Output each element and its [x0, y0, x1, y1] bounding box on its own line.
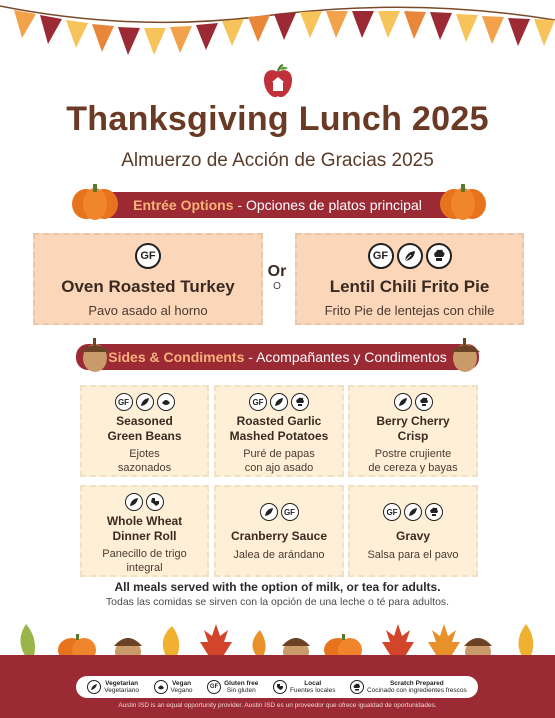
gluten-free-icon: GF — [207, 680, 221, 694]
entree-section-banner: Entrée Options - Opciones de platos principal — [76, 192, 479, 218]
legend-item-gluten-free — [207, 680, 258, 694]
legend-item-local — [273, 680, 336, 694]
milk-note-es: Todas las comidas se sirven con la opción de una leche o té para adultos. — [105, 596, 450, 608]
sides-section-banner: Sides & Condiments - Acompañantes y Condimentos — [76, 344, 479, 370]
apple-logo — [262, 64, 294, 100]
side-card-dinner-roll — [80, 485, 209, 577]
gluten-free-icon: GF — [281, 503, 299, 521]
local-texas-icon — [273, 680, 287, 694]
side-icons — [350, 503, 476, 521]
side-name: Roasted Garlic — [236, 414, 322, 428]
side-name-es: Jalea de arándano — [233, 549, 325, 561]
gluten-free-icon: GF — [368, 243, 394, 269]
entree-icons — [297, 243, 522, 269]
entree-name-es: Pavo asado al horno — [88, 303, 208, 318]
scratch-prepared-icon — [291, 393, 309, 411]
scratch-prepared-icon — [425, 503, 443, 521]
vegetarian-icon — [260, 503, 278, 521]
legend-label: Gluten free — [224, 680, 259, 687]
acorn-left-icon — [76, 334, 114, 374]
acorn-right-icon — [446, 334, 484, 374]
gluten-free-icon: GF — [115, 393, 133, 411]
entree-card-frito-pie — [295, 233, 524, 325]
legend-label: Vegan — [171, 680, 192, 687]
side-name-es-line2: con ajo asado — [244, 462, 314, 474]
legend-label-es: Vegano — [170, 687, 193, 694]
scratch-prepared-icon — [415, 393, 433, 411]
side-name: Cranberry Sauce — [230, 529, 328, 543]
side-icons — [216, 503, 342, 521]
side-card-cranberry-sauce — [214, 485, 344, 577]
vegetarian-icon — [270, 393, 288, 411]
side-name-es: Ejotes — [129, 448, 160, 460]
maple-leaf-icon — [200, 624, 232, 658]
gluten-free-icon: GF — [135, 243, 161, 269]
scratch-prepared-icon — [426, 243, 452, 269]
sides-label-en: Sides & Condiments — [108, 349, 245, 365]
vegetarian-icon — [125, 493, 143, 511]
legend-label: Local — [304, 680, 322, 687]
leaf-icon — [252, 630, 265, 658]
or-label-es: O — [273, 281, 281, 292]
legend-item-vegan — [154, 680, 193, 694]
side-name: Gravy — [395, 529, 431, 543]
side-name-es: Puré de papas — [243, 448, 315, 460]
sides-label-es: Acompañantes y Condimentos — [256, 349, 447, 365]
entree-name-es: Frito Pie de lentejas con chile — [324, 303, 495, 318]
side-name-es-line2: sazonados — [117, 462, 172, 474]
side-name-es: Postre crujiente — [374, 448, 452, 460]
vegetarian-icon — [136, 393, 154, 411]
vegan-icon — [154, 680, 168, 694]
side-name: Seasoned — [116, 414, 173, 428]
side-icons — [216, 393, 342, 411]
scratch-prepared-icon — [350, 680, 364, 694]
side-icons — [82, 493, 207, 511]
vegetarian-icon — [397, 243, 423, 269]
or-divider — [259, 263, 295, 292]
side-name-line2: Green Beans — [107, 429, 182, 443]
gluten-free-icon: GF — [249, 393, 267, 411]
legend-label-es: Sin gluten — [226, 687, 256, 694]
bunting-banner — [0, 0, 555, 62]
entree-icons — [35, 243, 261, 269]
legend-label-es: Cocinado con ingredientes frescos — [367, 687, 467, 694]
side-name-es-line2: integral — [126, 562, 163, 574]
maple-leaf-icon — [428, 624, 460, 658]
legend-item-scratch-prepared — [350, 680, 467, 694]
side-name-line2: Mashed Potatoes — [229, 429, 329, 443]
side-name-es: Salsa para el pavo — [367, 549, 459, 561]
side-card-berry-crisp — [348, 385, 478, 477]
legend-item-vegetarian — [87, 680, 139, 694]
page-subtitle: Almuerzo de Acción de Gracias 2025 — [121, 150, 434, 171]
side-card-green-beans — [80, 385, 209, 477]
side-card-mashed-potatoes — [214, 385, 344, 477]
side-name: Berry Cherry — [376, 414, 450, 428]
side-icons — [82, 393, 207, 411]
vegetarian-icon — [394, 393, 412, 411]
or-label: Or — [267, 263, 287, 280]
pumpkin-left-icon — [68, 180, 122, 222]
entree-name: Lentil Chili Frito Pie — [329, 277, 490, 296]
entree-name: Oven Roasted Turkey — [61, 277, 235, 296]
pumpkin-right-icon — [436, 180, 490, 222]
vegetarian-icon — [87, 680, 101, 694]
vegetarian-icon — [404, 503, 422, 521]
equal-opportunity-statement: Austin ISD is an equal opportunity provider. Austin ISD es un proveedor que ofrece igualdad de oportunidades. — [118, 702, 437, 709]
side-name-es: Panecillo de trigo — [102, 548, 187, 560]
entree-card-turkey — [33, 233, 263, 325]
legend-label-es: Fuentes locales — [289, 687, 336, 694]
page-title: Thanksgiving Lunch 2025 — [66, 100, 489, 138]
bunting-flags — [14, 10, 555, 55]
side-name-es-line2: de cereza y bayas — [368, 462, 458, 474]
dietary-legend — [76, 676, 478, 698]
side-name-line2: Crisp — [397, 429, 429, 443]
local-texas-icon — [146, 493, 164, 511]
side-icons — [350, 393, 476, 411]
entree-label-es: Opciones de platos principal — [245, 197, 422, 213]
side-card-gravy — [348, 485, 478, 577]
entree-label-en: Entrée Options — [133, 197, 234, 213]
legend-label: Scratch Prepared — [389, 680, 444, 687]
side-name-line2: Dinner Roll — [112, 529, 177, 543]
milk-note: All meals served with the option of milk, or tea for adults. — [114, 580, 441, 594]
legend-label-es: Vegetariano — [104, 687, 139, 694]
legend-label: Vegetarian — [105, 680, 139, 687]
side-name: Whole Wheat — [106, 514, 183, 528]
vegan-icon — [157, 393, 175, 411]
gluten-free-icon: GF — [383, 503, 401, 521]
maple-leaf-icon — [382, 624, 414, 658]
